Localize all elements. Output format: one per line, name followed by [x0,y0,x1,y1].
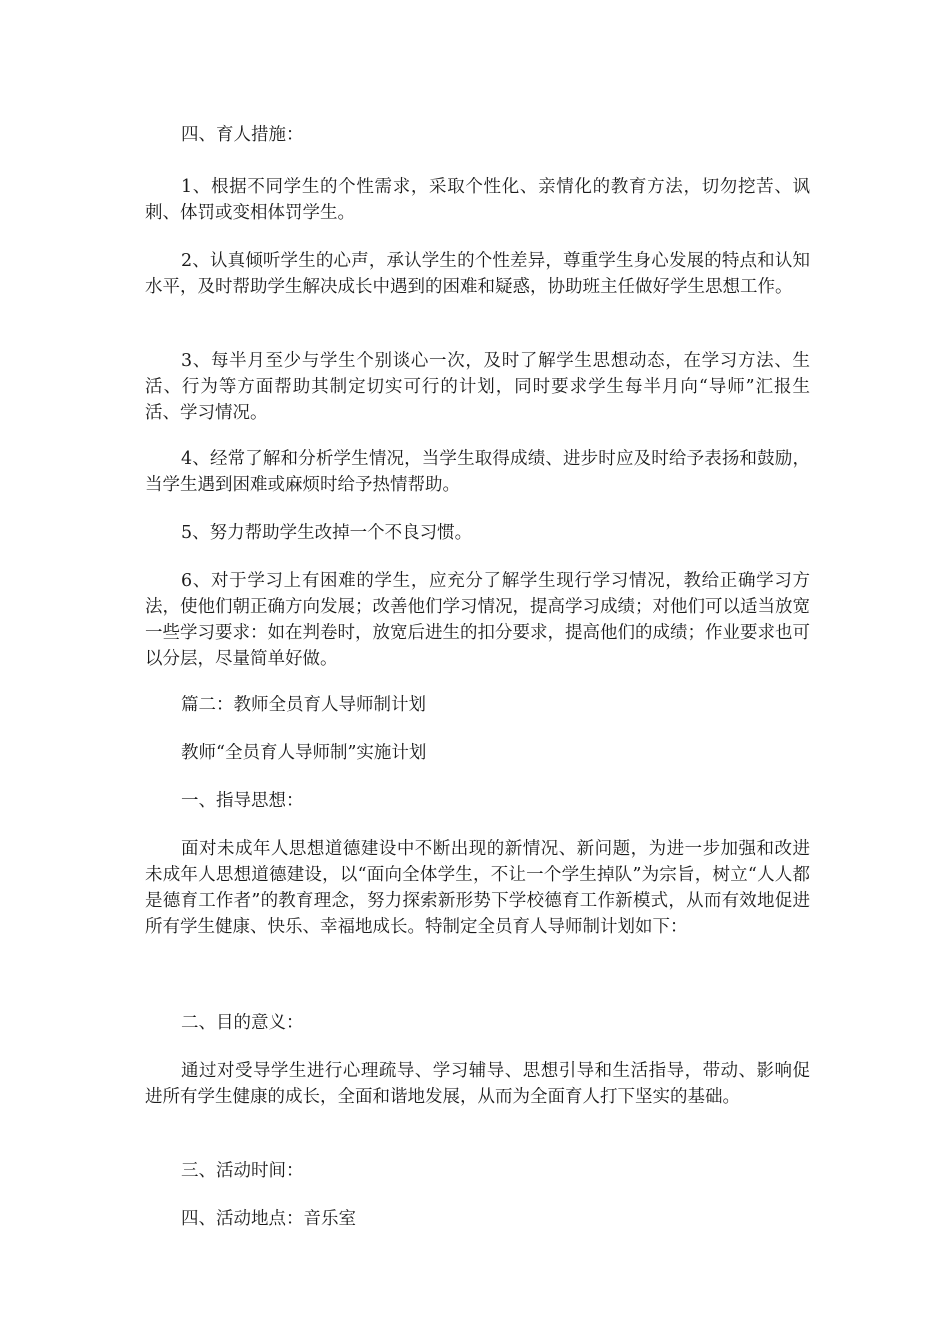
section-heading-activity-time: 三、活动时间： [181,1161,304,1181]
chapter-title: 篇二：教师全员育人导师制计划 [181,695,426,715]
section-heading-guiding-thought: 一、指导思想： [181,791,304,811]
measure-item-2: 2、认真倾听学生的心声，承认学生的个性差异，尊重学生身心发展的特点和认知水平，及时帮助学生解决成长中遇到的困难和疑惑，协助班主任做好学生思想工作。 [145,251,810,297]
measure-item-1: 1、根据不同学生的个性需求，采取个性化、亲情化的教育方法，切勿挖苦、讽刺、体罚或变相体罚学生。 [145,177,810,223]
guiding-thought-body: 面对未成年人思想道德建设中不断出现的新情况、新问题，为进一步加强和改进未成年人思想道德建设，以“面向全体学生，不让一个学生掉队”为宗旨，树立“人人都是德育工作者”的教育理念，努力探索新形势下学校德育工作新模式，从而有效地促进所有学生健康、快乐、幸福地成长。特制定全员育人导师制计划如下： [145,839,810,937]
section-heading-measures: 四、育人措施： [181,125,304,145]
measure-item-6: 6、对于学习上有困难的学生，应充分了解学生现行学习情况，教给正确学习方法，使他们朝正确方向发展；改善他们学习情况，提高学习成绩；对他们可以适当放宽一些学习要求：如在判卷时，放宽后进生的扣分要求，提高他们的成绩；作业要求也可以分层，尽量简单好做。 [145,571,810,669]
section-heading-purpose: 二、目的意义： [181,1013,304,1033]
section-heading-activity-location: 四、活动地点：音乐室 [181,1209,356,1229]
measure-item-3: 3、每半月至少与学生个别谈心一次，及时了解学生思想动态，在学习方法、生活、行为等方面帮助其制定切实可行的计划，同时要求学生每半月向“导师”汇报生活、学习情况。 [145,351,810,423]
measure-item-5: 5、努力帮助学生改掉一个不良习惯。 [181,523,473,543]
measure-item-4: 4、经常了解和分析学生情况，当学生取得成绩、进步时应及时给予表扬和鼓励，当学生遇到困难或麻烦时给予热情帮助。 [145,449,810,495]
purpose-body: 通过对受导学生进行心理疏导、学习辅导、思想引导和生活指导，带动、影响促进所有学生健康的成长，全面和谐地发展，从而为全面育人打下坚实的基础。 [145,1061,810,1107]
plan-title: 教师“全员育人导师制”实施计划 [181,743,427,763]
